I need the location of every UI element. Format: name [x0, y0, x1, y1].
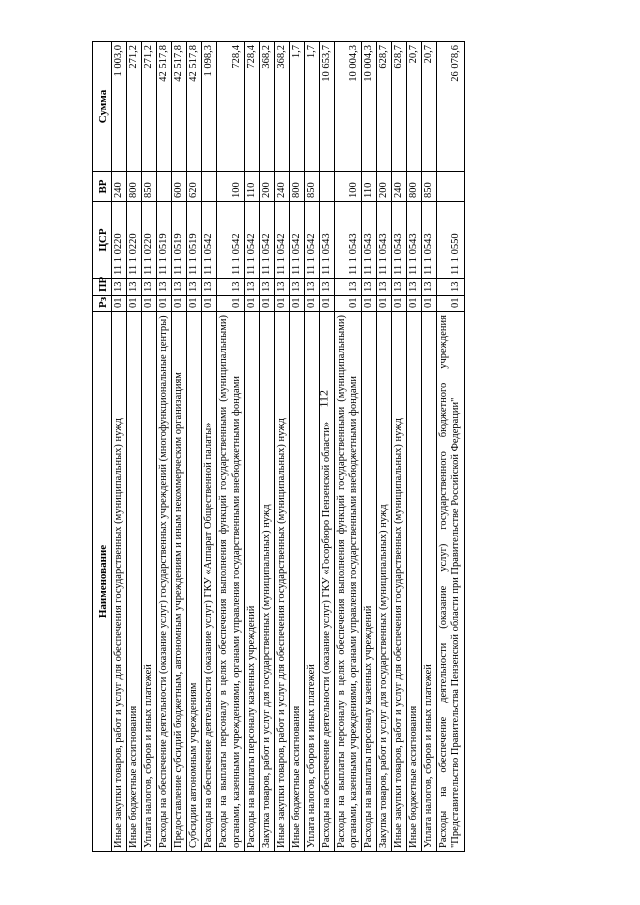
- cell-sum: 20,7: [407, 42, 422, 172]
- cell-csr: 11 1 0543: [377, 202, 392, 279]
- cell-csr: 11 1 0543: [422, 202, 437, 279]
- cell-vr: 100: [217, 172, 244, 202]
- cell-sum: 1,7: [304, 42, 319, 172]
- cell-sum: 42 517,8: [157, 42, 172, 172]
- cell-csr: 11 1 0519: [157, 202, 172, 279]
- cell-name: Расходы на выплаты персоналу казенных учреждений: [362, 312, 377, 852]
- cell-vr: 240: [112, 172, 127, 202]
- table-row: [172, 42, 187, 852]
- cell-csr: 11 1 0550: [437, 202, 464, 279]
- table-row: [437, 42, 464, 852]
- cell-pr: 13: [157, 279, 172, 296]
- table-row: [202, 42, 217, 852]
- cell-sum: 728,4: [244, 42, 259, 172]
- cell-csr: 11 1 0543: [392, 202, 407, 279]
- cell-pr: 13: [244, 279, 259, 296]
- table-row: [274, 42, 289, 852]
- cell-name: Уплата налогов, сборов и иных платежей: [142, 312, 157, 852]
- header-csr: ЦСР: [93, 202, 112, 279]
- cell-vr: 800: [289, 172, 304, 202]
- cell-sum: 1,7: [289, 42, 304, 172]
- cell-vr: 200: [377, 172, 392, 202]
- cell-vr: 800: [127, 172, 142, 202]
- table-header-row: [93, 42, 112, 852]
- cell-vr: 110: [362, 172, 377, 202]
- cell-rz: 01: [422, 296, 437, 312]
- cell-rz: 01: [407, 296, 422, 312]
- cell-name: Закупка товаров, работ и услуг для государственных (муниципальных) нужд: [259, 312, 274, 852]
- cell-rz: 01: [172, 296, 187, 312]
- cell-sum: 10 004,3: [362, 42, 377, 172]
- cell-rz: 01: [362, 296, 377, 312]
- table-row: [244, 42, 259, 852]
- cell-pr: 13: [187, 279, 202, 296]
- cell-vr: 110: [244, 172, 259, 202]
- cell-rz: 01: [157, 296, 172, 312]
- table-row: [392, 42, 407, 852]
- cell-name: Иные бюджетные ассигнования: [289, 312, 304, 852]
- cell-pr: 13: [202, 279, 217, 296]
- rotated-table-container: [92, 42, 544, 852]
- cell-sum: 628,7: [377, 42, 392, 172]
- table-row: [289, 42, 304, 852]
- cell-rz: 01: [244, 296, 259, 312]
- cell-csr: 11 1 0543: [407, 202, 422, 279]
- cell-csr: 11 1 0542: [304, 202, 319, 279]
- cell-sum: 1 003,0: [112, 42, 127, 172]
- cell-name: Расходы на обеспечение деятельности (оказание услуг) государственных учреждений (многофункциональные центры): [157, 312, 172, 852]
- cell-csr: 11 1 0542: [202, 202, 217, 279]
- cell-sum: 20,7: [422, 42, 437, 172]
- cell-csr: 11 1 0543: [362, 202, 377, 279]
- cell-name: Расходы на обеспечение деятельности (оказание услуг) государственного бюджетного учреждения "Представительство Правительства Пензенской области при Правительстве Российской Федерации": [437, 312, 464, 852]
- cell-vr: 240: [274, 172, 289, 202]
- cell-csr: 11 1 0519: [172, 202, 187, 279]
- header-pr: ПР: [93, 279, 112, 296]
- table-body: [112, 42, 465, 852]
- cell-pr: 13: [304, 279, 319, 296]
- cell-pr: 13: [127, 279, 142, 296]
- cell-name: Иные бюджетные ассигнования: [407, 312, 422, 852]
- cell-pr: 13: [142, 279, 157, 296]
- cell-csr: 11 1 0220: [142, 202, 157, 279]
- cell-rz: 01: [142, 296, 157, 312]
- table-row: [187, 42, 202, 852]
- cell-vr: 240: [392, 172, 407, 202]
- cell-sum: 1 098,3: [202, 42, 217, 172]
- cell-rz: 01: [304, 296, 319, 312]
- cell-sum: 368,2: [274, 42, 289, 172]
- cell-vr: 800: [407, 172, 422, 202]
- cell-csr: 11 1 0519: [187, 202, 202, 279]
- cell-pr: 13: [112, 279, 127, 296]
- cell-name: Предоставление субсидий бюджетным, автономным учреждениям и иным некоммерческим организациям: [172, 312, 187, 852]
- cell-rz: 01: [392, 296, 407, 312]
- cell-rz: 01: [437, 296, 464, 312]
- cell-name: Расходы на выплаты персоналу казенных учреждений: [244, 312, 259, 852]
- cell-sum: 26 078,6: [437, 42, 464, 172]
- cell-sum: 271,2: [142, 42, 157, 172]
- cell-rz: 01: [127, 296, 142, 312]
- cell-rz: 01: [187, 296, 202, 312]
- table-row: [112, 42, 127, 852]
- cell-pr: 13: [392, 279, 407, 296]
- header-vr: ВР: [93, 172, 112, 202]
- cell-vr: [202, 172, 217, 202]
- cell-pr: 13: [274, 279, 289, 296]
- cell-rz: 01: [217, 296, 244, 312]
- cell-vr: 850: [422, 172, 437, 202]
- cell-sum: 271,2: [127, 42, 142, 172]
- cell-sum: 42 517,8: [187, 42, 202, 172]
- cell-pr: 13: [217, 279, 244, 296]
- table-row: [319, 42, 334, 852]
- cell-sum: 10 004,3: [334, 42, 361, 172]
- page-number: 112: [316, 389, 331, 408]
- cell-csr: 11 1 0543: [319, 202, 334, 279]
- cell-rz: 01: [319, 296, 334, 312]
- cell-pr: 13: [407, 279, 422, 296]
- cell-rz: 01: [202, 296, 217, 312]
- table-row: [334, 42, 361, 852]
- cell-name: Расходы на выплаты персоналу в целях обеспечения выполнения функций государственными (муниципальными) органами, казенными учреждениями, органами управления государственными внебюджетными фондами: [217, 312, 244, 852]
- table-row: [217, 42, 244, 852]
- cell-vr: 850: [304, 172, 319, 202]
- cell-pr: 13: [289, 279, 304, 296]
- budget-table: [92, 41, 465, 852]
- cell-name: Расходы на выплаты персоналу в целях обеспечения выполнения функций государственными (муниципальными) органами, казенными учреждениями, органами управления государственными внебюджетными фондами: [334, 312, 361, 852]
- table-row: [304, 42, 319, 852]
- cell-name: Субсидии автономным учреждениям: [187, 312, 202, 852]
- cell-rz: 01: [274, 296, 289, 312]
- cell-rz: 01: [289, 296, 304, 312]
- cell-pr: 13: [334, 279, 361, 296]
- cell-pr: 13: [377, 279, 392, 296]
- cell-csr: 11 1 0220: [127, 202, 142, 279]
- cell-pr: 13: [437, 279, 464, 296]
- cell-pr: 13: [172, 279, 187, 296]
- cell-csr: 11 1 0542: [289, 202, 304, 279]
- cell-sum: 368,2: [259, 42, 274, 172]
- cell-rz: 01: [334, 296, 361, 312]
- cell-sum: 10 653,7: [319, 42, 334, 172]
- cell-name: Иные закупки товаров, работ и услуг для обеспечения государственных (муниципальных) нужд: [112, 312, 127, 852]
- cell-pr: 13: [259, 279, 274, 296]
- cell-csr: 11 1 0543: [334, 202, 361, 279]
- cell-pr: 13: [422, 279, 437, 296]
- cell-name: Иные закупки товаров, работ и услуг для обеспечения государственных (муниципальных) нужд: [274, 312, 289, 852]
- cell-csr: 11 1 0542: [259, 202, 274, 279]
- table-row: [157, 42, 172, 852]
- cell-pr: 13: [319, 279, 334, 296]
- cell-vr: 600: [172, 172, 187, 202]
- cell-vr: [319, 172, 334, 202]
- cell-sum: 628,7: [392, 42, 407, 172]
- cell-name: Расходы на обеспечение деятельности (оказание услуг) ГКУ «Госорбюро Пензенской области»: [319, 312, 334, 852]
- header-name: Наименование: [93, 312, 112, 852]
- table-row: [127, 42, 142, 852]
- cell-vr: [437, 172, 464, 202]
- cell-vr: [157, 172, 172, 202]
- cell-sum: 728,4: [217, 42, 244, 172]
- cell-csr: 11 1 0542: [274, 202, 289, 279]
- table-row: [422, 42, 437, 852]
- table-row: [142, 42, 157, 852]
- cell-rz: 01: [112, 296, 127, 312]
- cell-name: Закупка товаров, работ и услуг для государственных (муниципальных) нужд: [377, 312, 392, 852]
- cell-name: Иные бюджетные ассигнования: [127, 312, 142, 852]
- cell-csr: 11 1 0542: [217, 202, 244, 279]
- table-row: [362, 42, 377, 852]
- table-row: [377, 42, 392, 852]
- table-row: [259, 42, 274, 852]
- cell-name: Уплата налогов, сборов и иных платежей: [304, 312, 319, 852]
- header-sum: Сумма: [93, 42, 112, 172]
- cell-name: Иные закупки товаров, работ и услуг для обеспечения государственных (муниципальных) нужд: [392, 312, 407, 852]
- cell-vr: 620: [187, 172, 202, 202]
- cell-pr: 13: [362, 279, 377, 296]
- cell-rz: 01: [259, 296, 274, 312]
- cell-rz: 01: [377, 296, 392, 312]
- table-row: [407, 42, 422, 852]
- cell-vr: 200: [259, 172, 274, 202]
- header-rz: Рз: [93, 296, 112, 312]
- cell-csr: 11 1 0542: [244, 202, 259, 279]
- cell-vr: 850: [142, 172, 157, 202]
- cell-sum: 42 517,8: [172, 42, 187, 172]
- cell-name: Уплата налогов, сборов и иных платежей: [422, 312, 437, 852]
- cell-name: Расходы на обеспечение деятельности (оказание услуг) ГКУ «Аппарат Общественной палаты»: [202, 312, 217, 852]
- cell-vr: 100: [334, 172, 361, 202]
- cell-csr: 11 1 0220: [112, 202, 127, 279]
